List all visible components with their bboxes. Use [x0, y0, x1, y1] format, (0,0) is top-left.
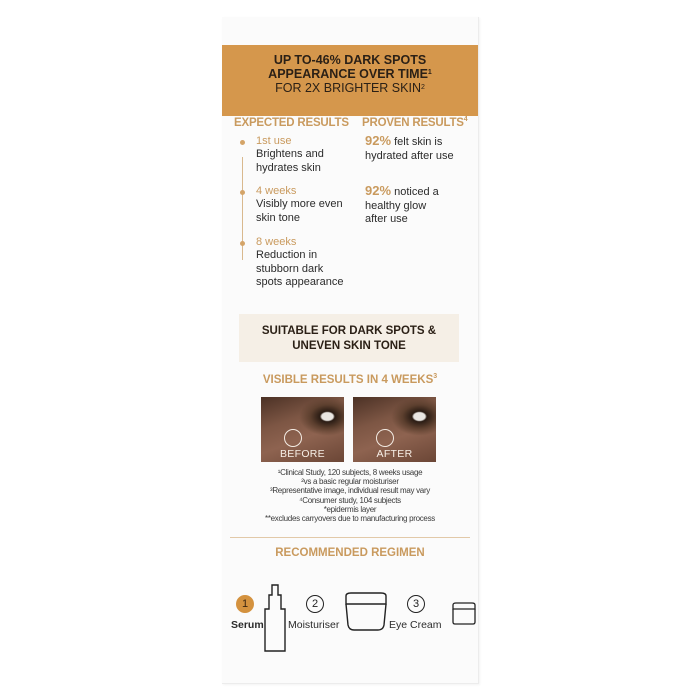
- banner-line-1: UP TO-46% DARK SPOTS: [273, 53, 427, 67]
- serum-bottle-icon: [262, 583, 288, 653]
- step-1-label: Serum: [231, 619, 264, 631]
- spot-circle-icon: [376, 429, 394, 447]
- timeline-item-1st-use: 1st use Brightens and hydrates skin: [256, 135, 366, 175]
- eye-cream-jar-icon: [452, 602, 476, 626]
- step-3-label: Eye Cream: [389, 619, 442, 631]
- timeline-item-4-weeks: 4 weeks Visibly more even skin tone: [256, 185, 366, 225]
- regimen-heading: RECOMMENDED REGIMEN: [275, 547, 425, 559]
- spot-circle-icon: [284, 429, 302, 447]
- timeline-item-8-weeks: 8 weeks Reduction in stubborn dark spots appearance: [256, 236, 366, 290]
- banner-line-3: FOR 2X BRIGHTER SKIN$^2$: [275, 81, 425, 95]
- timeline-dot-icon: [240, 140, 245, 145]
- proven-result-hydrated: 92% felt skin is hydrated after use: [365, 133, 454, 162]
- visible-results-heading: VISIBLE RESULTS IN 4 WEEKS$^3$: [262, 373, 438, 386]
- proven-result-glow: 92% noticed a healthy glow after use: [365, 183, 439, 225]
- product-box: [222, 17, 479, 684]
- expected-results-heading: EXPECTED RESULTS: [234, 117, 349, 129]
- divider: [230, 537, 470, 538]
- step-3-badge: 3: [407, 595, 425, 613]
- suitable-for-panel: SUITABLE FOR DARK SPOTS & UNEVEN SKIN TONE: [239, 314, 459, 362]
- step-1-badge: 1: [236, 595, 254, 613]
- timeline-dot-icon: [240, 190, 245, 195]
- before-photo: BEFORE: [261, 397, 344, 462]
- proven-results-heading: PROVEN RESULTS$^4$: [362, 116, 468, 129]
- timeline-dot-icon: [240, 241, 245, 246]
- moisturiser-jar-icon: [343, 592, 389, 632]
- footnotes: ¹Clinical Study, 120 subjects, 8 weeks usage ²vs a basic regular moisturiser ³Representative image, individual result may vary ⁴Consumer study, 104 subjects *epidermis layer **excludes carryovers due to manufacturing process: [265, 468, 435, 524]
- after-photo: AFTER: [353, 397, 436, 462]
- step-2-label: Moisturiser: [288, 619, 340, 631]
- headline-banner: [222, 45, 478, 116]
- banner-line-2: APPEARANCE OVER TIME$^1$: [268, 67, 432, 81]
- step-2-badge: 2: [306, 595, 324, 613]
